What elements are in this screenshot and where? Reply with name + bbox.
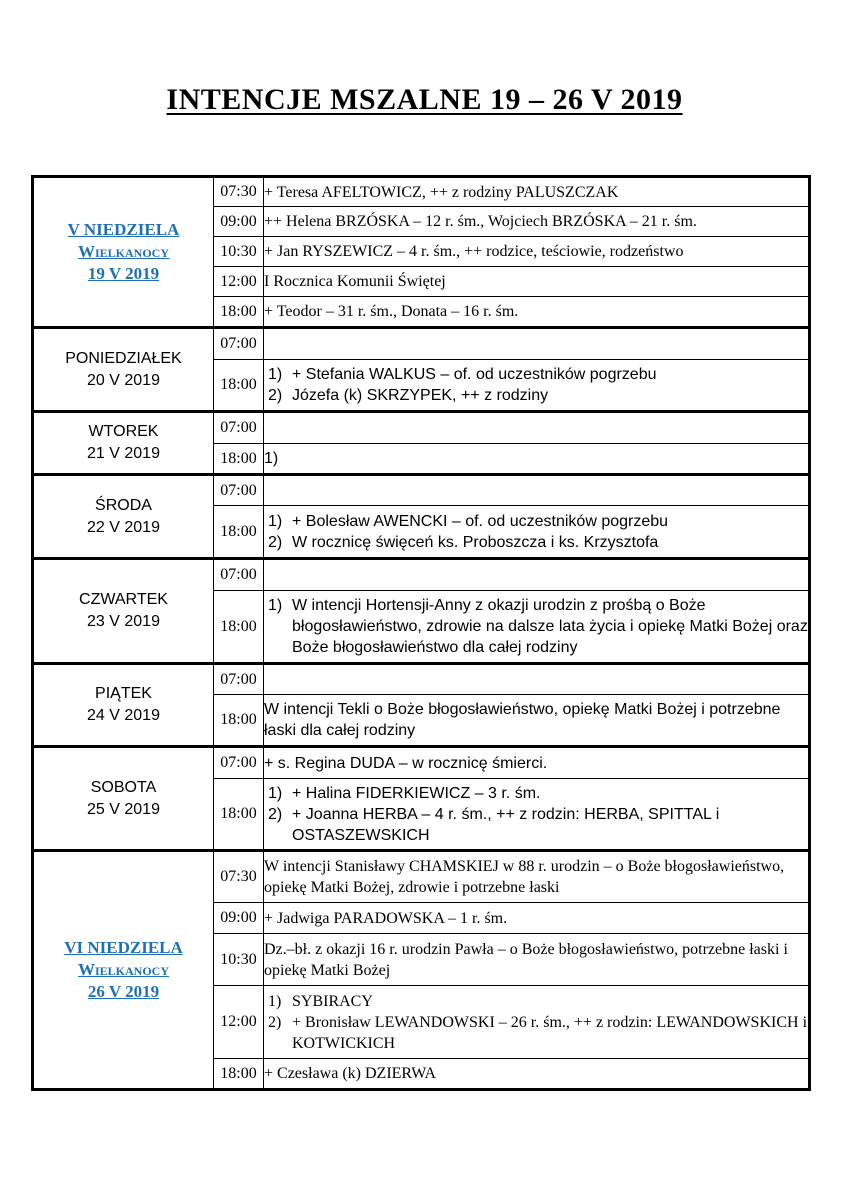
mass-intention <box>264 851 810 903</box>
intention-item <box>264 511 808 532</box>
intention-text: + Teresa AFELTOWICZ, ++ z rodziny PALUSZCZAK <box>264 183 619 201</box>
day-name: PIĄTEK <box>95 685 152 702</box>
day-name: V NIEDZIELA <box>67 220 180 239</box>
mass-intention <box>264 207 810 237</box>
intention-text: + Jan RYSZEWICZ – 4 r. śm., ++ rodzice, teściowie, rodzeństwo <box>264 243 684 260</box>
mass-intention <box>264 328 810 360</box>
title-text: INTENCJE MSZALNE 19 – 26 V 2019 <box>166 83 683 116</box>
day-name: VI NIEDZIELA <box>64 938 183 957</box>
day-cell <box>33 412 214 475</box>
mass-row <box>33 851 810 903</box>
mass-intention <box>264 237 810 267</box>
mass-schedule-table <box>31 175 811 1091</box>
intention-text: + Stefania WALKUS – of. od uczestników pogrzebu <box>292 366 657 383</box>
day-date: 21 V 2019 <box>87 445 160 462</box>
day-cell <box>33 664 214 747</box>
day-name: ŚRODA <box>95 496 152 514</box>
intention-number: 1) <box>268 512 283 530</box>
day-subtitle: Wielkanocy <box>77 960 169 979</box>
mass-intention <box>264 934 810 986</box>
day-date: 25 V 2019 <box>87 800 160 818</box>
intention-text: + s. Regina DUDA – w rocznicę śmierci. <box>264 754 548 772</box>
page-title <box>0 83 849 117</box>
mass-row <box>33 328 810 360</box>
mass-row <box>33 177 810 207</box>
intention-text: W intencji Stanisławy CHAMSKIEJ w 88 r. urodzin – o Boże błogosławieństwo, opiekę Matki Bożej, zdrowie i potrzebne łaski <box>264 858 785 896</box>
mass-time: 07:00 <box>214 664 264 695</box>
day-cell <box>33 559 214 664</box>
intention-text: + Czesława (k) DZIERWA <box>264 1065 437 1082</box>
mass-time: 18:00 <box>214 779 264 851</box>
mass-time: 10:30 <box>214 237 264 267</box>
day-date: 26 V 2019 <box>87 982 160 1001</box>
mass-intention <box>264 475 810 506</box>
day-date: 20 V 2019 <box>87 371 160 389</box>
intention-number: 1) <box>268 784 283 802</box>
mass-row <box>33 664 810 695</box>
intention-text: + Teodor – 31 r. śm., Donata – 16 r. śm. <box>264 303 519 320</box>
mass-intention <box>264 177 810 207</box>
day-cell <box>33 747 214 851</box>
intention-number: 1) <box>268 597 283 614</box>
day-date: 19 V 2019 <box>87 264 160 283</box>
intention-text: + Bolesław AWENCKI – of. od uczestników pogrzebu <box>292 512 669 530</box>
intention-text: SYBIRACY <box>292 992 373 1010</box>
mass-time: 07:00 <box>214 559 264 591</box>
mass-intention <box>264 986 810 1059</box>
mass-time: 07:00 <box>214 412 264 444</box>
mass-time: 07:00 <box>214 747 264 779</box>
mass-row <box>33 475 810 506</box>
mass-time: 18:00 <box>214 695 264 747</box>
intention-number: 1) <box>268 992 282 1010</box>
intention-text: W intencji Hortensji-Anny z okazji urodzin z prośbą o Boże błogosławieństwo, zdrowie na dalsze lata życia i opiekę Matki Bożej oraz Boże błogosławieństwo dla całej rodziny <box>292 597 808 656</box>
mass-time: 18:00 <box>214 360 264 412</box>
mass-time: 18:00 <box>214 506 264 559</box>
day-date: 23 V 2019 <box>87 613 160 630</box>
mass-time: 10:30 <box>214 934 264 986</box>
day-name: WTOREK <box>88 423 159 440</box>
mass-time: 18:00 <box>214 591 264 664</box>
mass-time: 07:00 <box>214 328 264 360</box>
intention-number: 2) <box>268 533 283 551</box>
mass-intention <box>264 664 810 695</box>
intention-item <box>264 364 808 385</box>
mass-intention <box>264 360 810 412</box>
intention-text: W intencji Tekli o Boże błogosławieństwo, opiekę Matki Bożej i potrzebne łaski dla całej rodziny <box>264 701 781 739</box>
intention-item <box>264 1012 808 1054</box>
mass-time: 09:00 <box>214 903 264 934</box>
intention-text: W rocznicę święceń ks. Proboszcza i ks. Krzysztofa <box>292 533 659 551</box>
day-subtitle: Wielkanocy <box>77 242 169 261</box>
intention-text: I Rocznica Komunii Świętej <box>264 273 446 290</box>
mass-intention <box>264 412 810 444</box>
intention-text: + Halina FIDERKIEWICZ – 3 r. śm. <box>292 784 541 802</box>
day-cell <box>33 475 214 559</box>
intention-number: 2) <box>268 1013 282 1031</box>
intention-number: 1) <box>268 366 283 383</box>
intention-text: + Bronisław LEWANDOWSKI – 26 r. śm., ++ z rodzin: LEWANDOWSKICH i KOTWICKICH <box>292 1013 808 1052</box>
day-cell <box>33 177 214 328</box>
intention-number: 2) <box>268 387 283 404</box>
day-cell <box>33 851 214 1090</box>
mass-time: 09:00 <box>214 207 264 237</box>
mass-intention <box>264 779 810 851</box>
mass-time: 18:00 <box>214 1059 264 1090</box>
intention-item <box>264 991 808 1012</box>
mass-intention <box>264 903 810 934</box>
mass-intention <box>264 444 810 475</box>
mass-time: 07:30 <box>214 177 264 207</box>
mass-row <box>33 559 810 591</box>
mass-intention <box>264 695 810 747</box>
intention-item <box>264 595 808 658</box>
mass-time: 12:00 <box>214 986 264 1059</box>
intention-text: Józefa (k) SKRZYPEK, ++ z rodziny <box>292 387 549 404</box>
day-date: 24 V 2019 <box>87 707 160 724</box>
mass-intention <box>264 267 810 297</box>
mass-time: 12:00 <box>214 267 264 297</box>
mass-intention <box>264 297 810 328</box>
intention-text: 1) <box>264 450 279 467</box>
intention-item <box>264 804 808 846</box>
day-cell <box>33 328 214 412</box>
mass-intention <box>264 506 810 559</box>
intention-text: Dz.–bł. z okazji 16 r. urodzin Pawła – o Boże błogosławieństwo, potrzebne łaski i opiekę Matki Bożej <box>264 940 788 979</box>
intention-text: + Joanna HERBA – 4 r. śm., ++ z rodzin: HERBA, SPITTAL i OSTASZEWSKICH <box>292 805 720 844</box>
mass-intention <box>264 1059 810 1090</box>
mass-row <box>33 747 810 779</box>
day-name: PONIEDZIAŁEK <box>65 349 182 367</box>
day-name: CZWARTEK <box>79 591 168 608</box>
mass-row <box>33 412 810 444</box>
intention-item <box>264 385 808 406</box>
mass-intention <box>264 559 810 591</box>
intention-item <box>264 783 808 804</box>
day-name: SOBOTA <box>90 778 157 796</box>
intention-item <box>264 532 808 553</box>
mass-time: 07:00 <box>214 475 264 506</box>
intention-text: ++ Helena BRZÓSKA – 12 r. śm., Wojciech BRZÓSKA – 21 r. śm. <box>264 213 697 230</box>
mass-time: 07:30 <box>214 851 264 903</box>
mass-intention <box>264 747 810 779</box>
mass-time: 18:00 <box>214 297 264 328</box>
day-date: 22 V 2019 <box>87 518 160 536</box>
intention-text: + Jadwiga PARADOWSKA – 1 r. śm. <box>264 909 508 927</box>
mass-time: 18:00 <box>214 444 264 475</box>
mass-intention <box>264 591 810 664</box>
intention-number: 2) <box>268 805 283 823</box>
